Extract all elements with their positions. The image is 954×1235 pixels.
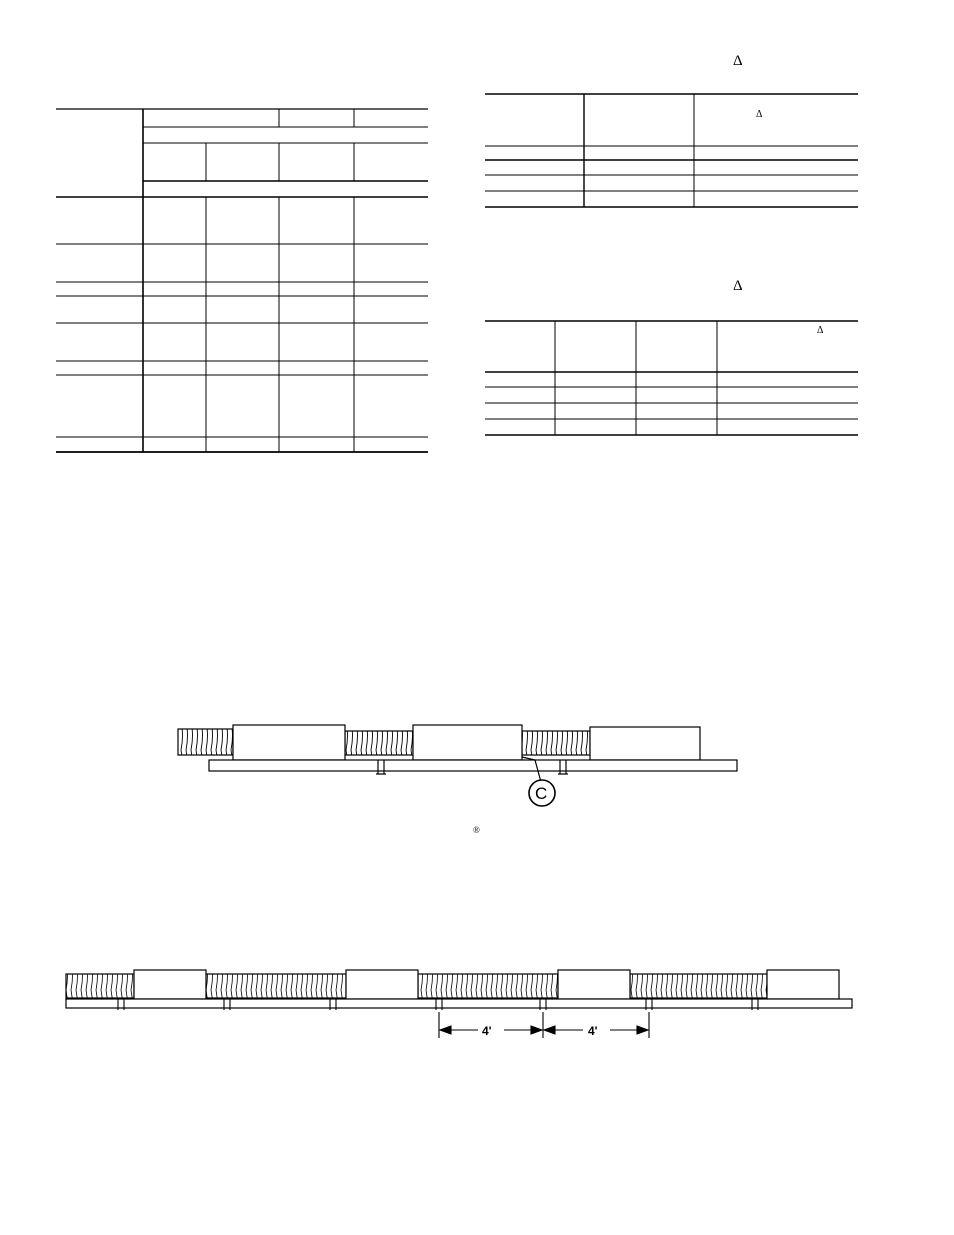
delta-symbol-title-2: Δ (733, 278, 743, 294)
delta-symbol-title-1: Δ (733, 53, 743, 69)
dimension-label-right: 4' (588, 1024, 598, 1038)
dimension-label-left: 4' (482, 1024, 492, 1038)
delta-symbol-header-1: Δ (756, 109, 763, 120)
delta-symbol-header-2: Δ (817, 325, 824, 336)
registered-mark: ® (473, 825, 480, 835)
callout-letter-c: C (535, 784, 548, 803)
